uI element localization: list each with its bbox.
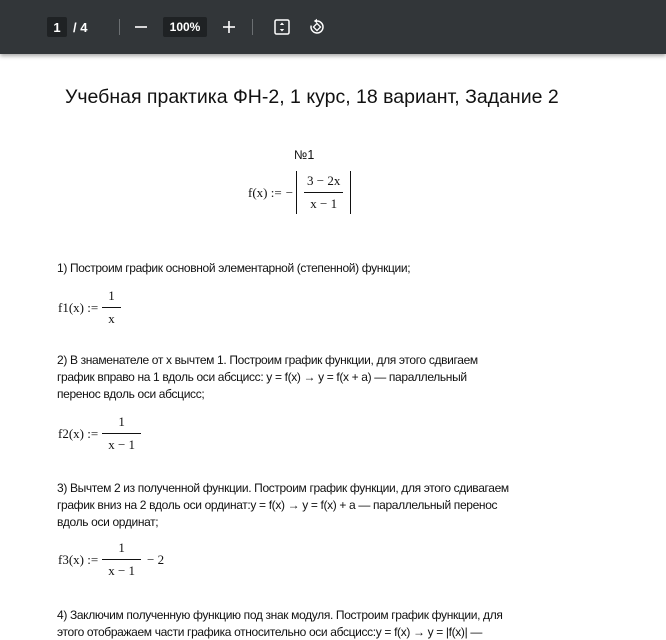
formula-f-lhs: f(x) := (248, 184, 282, 200)
minus-icon (135, 21, 147, 33)
formula-f3-denominator: x − 1 (102, 559, 141, 579)
formula-f3-lhs: f3(x) := (58, 551, 99, 567)
formula-f1-numerator: 1 (108, 288, 115, 303)
toolbar-divider (119, 19, 120, 35)
formula-f-fraction (301, 173, 346, 212)
formula-f3-fraction (102, 540, 141, 579)
formula-f1-fraction (102, 288, 121, 327)
fit-to-page-button[interactable] (268, 0, 296, 54)
rotate-icon (308, 18, 326, 36)
plus-icon (223, 21, 235, 33)
step-4-line-2: этого отображаем части графика относительно оси абсцисс:y = f(x) → y = |f(x)| — (57, 625, 482, 639)
step-3-line-1: 3) Вычтем 2 из полученной функции. Построим график функции, для этого сдивагаем (57, 481, 509, 495)
page-total: 4 (80, 19, 88, 35)
formula-f3 (58, 540, 164, 579)
formula-f2-numerator: 1 (118, 414, 125, 429)
step-2-line-3: перенос вдоль оси абсцисс; (57, 387, 205, 401)
step-4-line-1: 4) Заключим полученную функцию под знак модуля. Построим график функции, для (57, 608, 503, 622)
page-separator: / 4 (73, 19, 88, 35)
formula-f2 (58, 414, 145, 453)
page-number-input[interactable]: 1 (47, 17, 67, 37)
formula-f2-fraction (102, 414, 141, 453)
zoom-out-button[interactable] (127, 0, 155, 54)
formula-f-numerator: 3 − 2x (307, 173, 341, 188)
formula-f1-lhs: f1(x) := (58, 299, 99, 315)
step-1-text: 1) Построим график основной элементарной (степенной) функции; (57, 261, 411, 275)
formula-f3-tail: − 2 (147, 551, 165, 567)
formula-f3-numerator: 1 (118, 540, 125, 555)
fit-page-icon (274, 19, 290, 35)
toolbar-divider (252, 19, 253, 35)
formula-f2-denominator: x − 1 (102, 433, 141, 453)
task-number: №1 (294, 148, 315, 162)
step-3-line-2: график вниз на 2 вдоль оси ординат:y = f(x) → y = f(x) + a — параллельный перенос (57, 498, 498, 512)
step-2-line-1: 2) В знаменателе от x вычтем 1. Построим график функции, для этого сдвигаем (57, 353, 478, 367)
rotate-button[interactable] (303, 0, 331, 54)
step-3-line-3: вдоль оси ординат; (57, 515, 159, 529)
formula-f (248, 171, 351, 214)
formula-f-minus: − (285, 184, 294, 200)
document-title: Учебная практика ФН-2, 1 курс, 18 вариант, Задание 2 (65, 86, 559, 108)
zoom-level-input[interactable]: 100% (163, 17, 207, 37)
formula-f1 (58, 288, 125, 327)
step-2-line-2: график вправо на 1 вдоль оси абсцисс: y = f(x) → y = f(x + a) — параллельный (57, 370, 467, 384)
formula-f2-lhs: f2(x) := (58, 425, 99, 441)
zoom-in-button[interactable] (215, 0, 243, 54)
abs-value (296, 171, 351, 214)
formula-f-denominator: x − 1 (304, 192, 343, 212)
formula-f1-denominator: x (102, 307, 121, 327)
pdf-toolbar (0, 0, 666, 54)
